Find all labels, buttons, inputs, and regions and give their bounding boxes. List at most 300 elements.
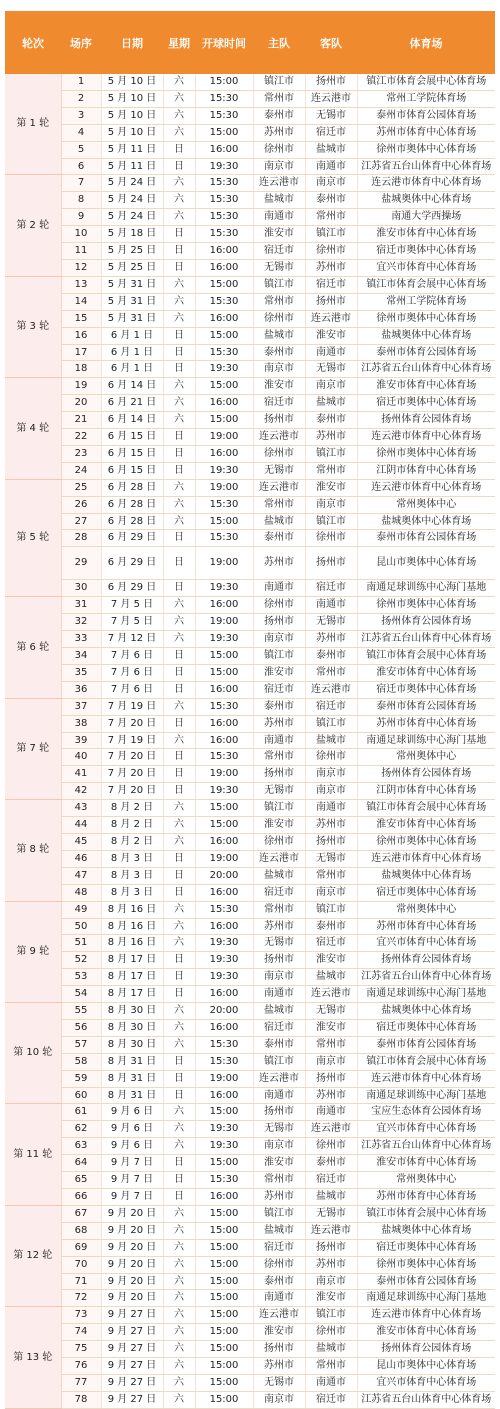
table-row: [5, 412, 495, 429]
match-no-cell: 19: [61, 378, 101, 395]
away-team-cell: 徐州市: [305, 243, 357, 260]
away-team-cell: 宿迁市: [305, 1391, 357, 1408]
date-cell: 5 月 10 日: [101, 90, 163, 107]
header-match-no: 场序: [61, 11, 101, 74]
date-cell: 8 月 30 日: [101, 1036, 163, 1053]
date-cell: 5 月 25 日: [101, 259, 163, 276]
date-cell: 5 月 24 日: [101, 175, 163, 192]
table-row: [5, 1036, 495, 1053]
away-team-cell: 泰州市: [305, 918, 357, 935]
kickoff-cell: 20:00: [195, 867, 253, 884]
date-cell: 9 月 20 日: [101, 1239, 163, 1256]
stadium-cell: 淮安市体育中心体育场: [357, 664, 495, 681]
stadium-cell: 常州奥体中心: [357, 1172, 495, 1189]
kickoff-cell: 15:30: [195, 192, 253, 209]
away-team-cell: 镇江市: [305, 445, 357, 462]
weekday-cell: 六: [163, 1222, 195, 1239]
home-team-cell: 南通市: [253, 1290, 305, 1307]
weekday-cell: 日: [163, 648, 195, 665]
weekday-cell: 六: [163, 1256, 195, 1273]
date-cell: 5 月 11 日: [101, 141, 163, 158]
stadium-cell: 泰州市体育公园体育场: [357, 107, 495, 124]
table-row: [5, 192, 495, 209]
date-cell: 5 月 10 日: [101, 74, 163, 90]
home-team-cell: 连云港市: [253, 1070, 305, 1087]
home-team-cell: 盐城市: [253, 867, 305, 884]
table-row: [5, 1155, 495, 1172]
match-no-cell: 3: [61, 107, 101, 124]
kickoff-cell: 15:30: [195, 1172, 253, 1189]
kickoff-cell: 16:00: [195, 1019, 253, 1036]
weekday-cell: 六: [163, 817, 195, 834]
kickoff-cell: 15:00: [195, 1155, 253, 1172]
kickoff-cell: 15:30: [195, 107, 253, 124]
header-weekday: 星期: [163, 11, 195, 74]
table-row: [5, 1070, 495, 1087]
away-team-cell: 宿迁市: [305, 276, 357, 293]
stadium-cell: 盐城奥体中心体育场: [357, 1222, 495, 1239]
kickoff-cell: 15:30: [195, 901, 253, 918]
round-label: 第 2 轮: [5, 175, 61, 276]
table-row: [5, 1307, 495, 1324]
away-team-cell: 泰州市: [305, 192, 357, 209]
home-team-cell: 扬州市: [253, 952, 305, 969]
match-no-cell: 26: [61, 496, 101, 513]
home-team-cell: 泰州市: [253, 107, 305, 124]
home-team-cell: 徐州市: [253, 445, 305, 462]
stadium-cell: 徐州市奥体中心体育场: [357, 310, 495, 327]
away-team-cell: 南京市: [305, 783, 357, 800]
stadium-cell: 连云港市体育中心体育场: [357, 429, 495, 446]
kickoff-cell: 16:00: [195, 833, 253, 850]
date-cell: 5 月 24 日: [101, 209, 163, 226]
match-no-cell: 60: [61, 1087, 101, 1104]
away-team-cell: 徐州市: [305, 1138, 357, 1155]
home-team-cell: 苏州市: [253, 1358, 305, 1375]
date-cell: 7 月 19 日: [101, 698, 163, 715]
kickoff-cell: 16:00: [195, 445, 253, 462]
home-team-cell: 南京市: [253, 1391, 305, 1408]
kickoff-cell: 16:00: [195, 243, 253, 260]
round-label: 第 6 轮: [5, 597, 61, 698]
table-row: [5, 1205, 495, 1222]
weekday-cell: 日: [163, 952, 195, 969]
stadium-cell: 苏州市体育中心体育场: [357, 124, 495, 141]
date-cell: 8 月 30 日: [101, 1019, 163, 1036]
table-row: [5, 817, 495, 834]
kickoff-cell: 15:00: [195, 1307, 253, 1324]
match-no-cell: 25: [61, 479, 101, 496]
header-kickoff: 开球时间: [195, 11, 253, 74]
kickoff-cell: 19:30: [195, 631, 253, 648]
away-team-cell: 盐城市: [305, 395, 357, 412]
date-cell: 9 月 6 日: [101, 1121, 163, 1138]
stadium-cell: 扬州体育公园体育场: [357, 412, 495, 429]
date-cell: 5 月 24 日: [101, 192, 163, 209]
match-no-cell: 40: [61, 749, 101, 766]
round-label: 第 8 轮: [5, 800, 61, 901]
match-no-cell: 15: [61, 310, 101, 327]
weekday-cell: 六: [163, 496, 195, 513]
match-no-cell: 51: [61, 935, 101, 952]
table-row: [5, 732, 495, 749]
match-no-cell: 56: [61, 1019, 101, 1036]
date-cell: 9 月 7 日: [101, 1172, 163, 1189]
weekday-cell: 日: [163, 986, 195, 1003]
round-label: 第 1 轮: [5, 74, 61, 175]
away-team-cell: 常州市: [305, 462, 357, 479]
stadium-cell: 徐州市奥体中心体育场: [357, 1256, 495, 1273]
date-cell: 6 月 29 日: [101, 547, 163, 580]
date-cell: 9 月 20 日: [101, 1273, 163, 1290]
weekday-cell: 日: [163, 1053, 195, 1070]
home-team-cell: 扬州市: [253, 766, 305, 783]
table-row: [5, 209, 495, 226]
kickoff-cell: 19:30: [195, 783, 253, 800]
weekday-cell: 日: [163, 462, 195, 479]
stadium-cell: 江苏省五台山体育中心体育场: [357, 631, 495, 648]
table-row: [5, 226, 495, 243]
away-team-cell: 苏州市: [305, 259, 357, 276]
stadium-cell: 江阴市体育中心体育场: [357, 783, 495, 800]
weekday-cell: 日: [163, 850, 195, 867]
away-team-cell: 常州市: [305, 1036, 357, 1053]
weekday-cell: 六: [163, 901, 195, 918]
table-row: [5, 1374, 495, 1391]
away-team-cell: 常州市: [305, 867, 357, 884]
match-no-cell: 24: [61, 462, 101, 479]
date-cell: 8 月 31 日: [101, 1070, 163, 1087]
stadium-cell: 宜兴市体育中心体育场: [357, 935, 495, 952]
kickoff-cell: 16:00: [195, 597, 253, 614]
table-row: [5, 259, 495, 276]
match-no-cell: 69: [61, 1239, 101, 1256]
kickoff-cell: 15:30: [195, 293, 253, 310]
date-cell: 6 月 14 日: [101, 412, 163, 429]
stadium-cell: 镇江市体育会展中心体育场: [357, 276, 495, 293]
away-team-cell: 南通市: [305, 1374, 357, 1391]
weekday-cell: 六: [163, 935, 195, 952]
header-round: 轮次: [5, 11, 61, 74]
home-team-cell: 徐州市: [253, 833, 305, 850]
stadium-cell: 苏州市体育中心体育场: [357, 715, 495, 732]
match-no-cell: 76: [61, 1358, 101, 1375]
kickoff-cell: 19:30: [195, 462, 253, 479]
date-cell: 9 月 27 日: [101, 1341, 163, 1358]
table-row: [5, 547, 495, 580]
table-row: [5, 1121, 495, 1138]
kickoff-cell: 19:00: [195, 614, 253, 631]
date-cell: 7 月 20 日: [101, 766, 163, 783]
date-cell: 7 月 6 日: [101, 681, 163, 698]
stadium-cell: 连云港市体育中心体育场: [357, 1307, 495, 1324]
date-cell: 6 月 21 日: [101, 395, 163, 412]
date-cell: 6 月 15 日: [101, 462, 163, 479]
match-no-cell: 55: [61, 1003, 101, 1020]
header-date: 日期: [101, 11, 163, 74]
table-row: [5, 276, 495, 293]
away-team-cell: 徐州市: [305, 749, 357, 766]
away-team-cell: 盐城市: [305, 969, 357, 986]
weekday-cell: 六: [163, 479, 195, 496]
weekday-cell: 六: [163, 395, 195, 412]
weekday-cell: 日: [163, 226, 195, 243]
table-row: [5, 90, 495, 107]
table-row: [5, 344, 495, 361]
table-row: [5, 327, 495, 344]
weekday-cell: 六: [163, 597, 195, 614]
stadium-cell: 常州奥体中心: [357, 749, 495, 766]
stadium-cell: 连云港市体育中心体育场: [357, 479, 495, 496]
weekday-cell: 日: [163, 243, 195, 260]
home-team-cell: 扬州市: [253, 1104, 305, 1121]
away-team-cell: 南京市: [305, 378, 357, 395]
kickoff-cell: 15:00: [195, 378, 253, 395]
date-cell: 5 月 10 日: [101, 107, 163, 124]
stadium-cell: 徐州市奥体中心体育场: [357, 141, 495, 158]
away-team-cell: 南通市: [305, 1104, 357, 1121]
table-row: [5, 107, 495, 124]
date-cell: 9 月 20 日: [101, 1290, 163, 1307]
weekday-cell: 六: [163, 1324, 195, 1341]
table-row: [5, 74, 495, 90]
round-label: 第 3 轮: [5, 276, 61, 377]
home-team-cell: 南通市: [253, 986, 305, 1003]
date-cell: 8 月 2 日: [101, 817, 163, 834]
weekday-cell: 日: [163, 1070, 195, 1087]
away-team-cell: 苏州市: [305, 1087, 357, 1104]
match-no-cell: 47: [61, 867, 101, 884]
date-cell: 9 月 7 日: [101, 1155, 163, 1172]
away-team-cell: 宿迁市: [305, 698, 357, 715]
match-no-cell: 45: [61, 833, 101, 850]
stadium-cell: 扬州体育公园体育场: [357, 614, 495, 631]
away-team-cell: 连云港市: [305, 986, 357, 1003]
away-team-cell: 宿迁市: [305, 124, 357, 141]
table-row: [5, 749, 495, 766]
home-team-cell: 无锡市: [253, 935, 305, 952]
kickoff-cell: 15:30: [195, 90, 253, 107]
match-no-cell: 38: [61, 715, 101, 732]
away-team-cell: 淮安市: [305, 327, 357, 344]
table-row: [5, 361, 495, 378]
stadium-cell: 淮安市体育中心体育场: [357, 378, 495, 395]
stadium-cell: 盐城奥体中心体育场: [357, 513, 495, 530]
away-team-cell: 淮安市: [305, 479, 357, 496]
date-cell: 7 月 6 日: [101, 664, 163, 681]
table-row: [5, 1087, 495, 1104]
away-team-cell: 镇江市: [305, 901, 357, 918]
table-row: [5, 952, 495, 969]
table-row: [5, 445, 495, 462]
match-no-cell: 27: [61, 513, 101, 530]
match-no-cell: 57: [61, 1036, 101, 1053]
match-no-cell: 17: [61, 344, 101, 361]
date-cell: 9 月 20 日: [101, 1222, 163, 1239]
date-cell: 7 月 5 日: [101, 597, 163, 614]
away-team-cell: 连云港市: [305, 310, 357, 327]
stadium-cell: 常州奥体中心: [357, 496, 495, 513]
stadium-cell: 淮安市体育中心体育场: [357, 226, 495, 243]
weekday-cell: 日: [163, 530, 195, 547]
weekday-cell: 六: [163, 1290, 195, 1307]
home-team-cell: 常州市: [253, 90, 305, 107]
match-no-cell: 75: [61, 1341, 101, 1358]
away-team-cell: 南京市: [305, 1053, 357, 1070]
date-cell: 8 月 16 日: [101, 901, 163, 918]
kickoff-cell: 15:00: [195, 817, 253, 834]
match-no-cell: 72: [61, 1290, 101, 1307]
match-no-cell: 31: [61, 597, 101, 614]
home-team-cell: 徐州市: [253, 1256, 305, 1273]
table-row: [5, 293, 495, 310]
table-row: [5, 513, 495, 530]
home-team-cell: 泰州市: [253, 530, 305, 547]
date-cell: 6 月 15 日: [101, 445, 163, 462]
match-no-cell: 6: [61, 158, 101, 175]
weekday-cell: 六: [163, 1138, 195, 1155]
weekday-cell: 六: [163, 276, 195, 293]
weekday-cell: 日: [163, 1189, 195, 1206]
away-team-cell: 镇江市: [305, 1307, 357, 1324]
table-row: [5, 800, 495, 817]
weekday-cell: 日: [163, 445, 195, 462]
kickoff-cell: 15:00: [195, 513, 253, 530]
weekday-cell: 日: [163, 884, 195, 901]
date-cell: 8 月 17 日: [101, 969, 163, 986]
home-team-cell: 苏州市: [253, 715, 305, 732]
weekday-cell: 日: [163, 141, 195, 158]
away-team-cell: 淮安市: [305, 1019, 357, 1036]
home-team-cell: 淮安市: [253, 664, 305, 681]
table-row: [5, 175, 495, 192]
weekday-cell: 六: [163, 74, 195, 90]
weekday-cell: 六: [163, 800, 195, 817]
weekday-cell: 六: [163, 107, 195, 124]
stadium-cell: 连云港市体育中心体育场: [357, 850, 495, 867]
schedule-table-container: [5, 11, 495, 1409]
match-no-cell: 62: [61, 1121, 101, 1138]
stadium-cell: 南通足球训练中心海门基地: [357, 1087, 495, 1104]
match-no-cell: 54: [61, 986, 101, 1003]
table-row: [5, 429, 495, 446]
home-team-cell: 连云港市: [253, 479, 305, 496]
home-team-cell: 无锡市: [253, 1121, 305, 1138]
match-no-cell: 14: [61, 293, 101, 310]
header-home-team: 主队: [253, 11, 305, 74]
kickoff-cell: 15:30: [195, 226, 253, 243]
table-row: [5, 141, 495, 158]
table-row: [5, 580, 495, 597]
date-cell: 5 月 25 日: [101, 243, 163, 260]
weekday-cell: 六: [163, 1374, 195, 1391]
table-row: [5, 833, 495, 850]
match-no-cell: 53: [61, 969, 101, 986]
home-team-cell: 淮安市: [253, 226, 305, 243]
date-cell: 8 月 16 日: [101, 935, 163, 952]
home-team-cell: 南京市: [253, 361, 305, 378]
away-team-cell: 扬州市: [305, 293, 357, 310]
away-team-cell: 盐城市: [305, 141, 357, 158]
away-team-cell: 泰州市: [305, 648, 357, 665]
date-cell: 6 月 1 日: [101, 344, 163, 361]
match-no-cell: 7: [61, 175, 101, 192]
stadium-cell: 淮安市体育中心体育场: [357, 1324, 495, 1341]
home-team-cell: 镇江市: [253, 800, 305, 817]
home-team-cell: 无锡市: [253, 783, 305, 800]
date-cell: 8 月 31 日: [101, 1087, 163, 1104]
kickoff-cell: 15:30: [195, 1053, 253, 1070]
table-row: [5, 969, 495, 986]
table-row: [5, 243, 495, 260]
stadium-cell: 江苏省五台山体育中心体育场: [357, 158, 495, 175]
table-row: [5, 918, 495, 935]
home-team-cell: 无锡市: [253, 1374, 305, 1391]
table-row: [5, 530, 495, 547]
header-stadium: 体育场: [357, 11, 495, 74]
home-team-cell: 宿迁市: [253, 243, 305, 260]
home-team-cell: 南京市: [253, 631, 305, 648]
kickoff-cell: 15:30: [195, 209, 253, 226]
away-team-cell: 常州市: [305, 664, 357, 681]
away-team-cell: 徐州市: [305, 530, 357, 547]
home-team-cell: 镇江市: [253, 276, 305, 293]
stadium-cell: 宿迁市奥体中心体育场: [357, 243, 495, 260]
match-no-cell: 44: [61, 817, 101, 834]
home-team-cell: 苏州市: [253, 1189, 305, 1206]
match-no-cell: 52: [61, 952, 101, 969]
kickoff-cell: 15:00: [195, 1256, 253, 1273]
weekday-cell: 六: [163, 1036, 195, 1053]
weekday-cell: 六: [163, 1003, 195, 1020]
date-cell: 9 月 7 日: [101, 1189, 163, 1206]
match-no-cell: 23: [61, 445, 101, 462]
date-cell: 8 月 17 日: [101, 952, 163, 969]
match-no-cell: 50: [61, 918, 101, 935]
date-cell: 5 月 18 日: [101, 226, 163, 243]
kickoff-cell: 15:00: [195, 412, 253, 429]
kickoff-cell: 19:30: [195, 580, 253, 597]
date-cell: 9 月 20 日: [101, 1256, 163, 1273]
match-no-cell: 73: [61, 1307, 101, 1324]
match-no-cell: 33: [61, 631, 101, 648]
home-team-cell: 南通市: [253, 1087, 305, 1104]
kickoff-cell: 16:00: [195, 715, 253, 732]
away-team-cell: 南京市: [305, 884, 357, 901]
kickoff-cell: 16:00: [195, 1189, 253, 1206]
away-team-cell: 苏州市: [305, 817, 357, 834]
match-no-cell: 1: [61, 74, 101, 90]
date-cell: 7 月 20 日: [101, 715, 163, 732]
match-no-cell: 2: [61, 90, 101, 107]
weekday-cell: 日: [163, 429, 195, 446]
header-away-team: 客队: [305, 11, 357, 74]
away-team-cell: 泰州市: [305, 1155, 357, 1172]
kickoff-cell: 16:00: [195, 732, 253, 749]
match-no-cell: 4: [61, 124, 101, 141]
stadium-cell: 宿迁市奥体中心体育场: [357, 1019, 495, 1036]
date-cell: 6 月 29 日: [101, 530, 163, 547]
date-cell: 8 月 2 日: [101, 833, 163, 850]
home-team-cell: 徐州市: [253, 310, 305, 327]
table-row: [5, 1341, 495, 1358]
stadium-cell: 徐州市奥体中心体育场: [357, 833, 495, 850]
away-team-cell: 扬州市: [305, 1070, 357, 1087]
away-team-cell: 南通市: [305, 344, 357, 361]
match-no-cell: 43: [61, 800, 101, 817]
round-label: 第 10 轮: [5, 1003, 61, 1104]
match-no-cell: 41: [61, 766, 101, 783]
